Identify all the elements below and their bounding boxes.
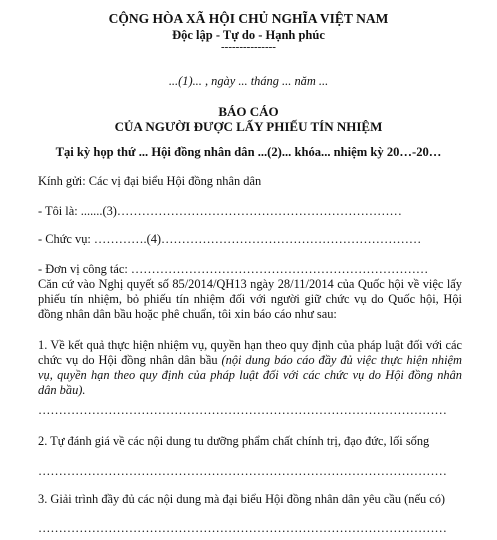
place-date: ...(1)... , ngày ... tháng ... năm ... (168, 74, 329, 88)
section-1-note: (nội dung báo cáo đầy đủ việc thực hiện nhiệm vụ, quyền hạn theo quy định của pháp luật đối với các chức vụ do Hội đồng nhân dân bầu). (38, 353, 462, 397)
report-subtitle: CỦA NGƯỜI ĐƯỢC LẤY PHIẾU TÍN NHIỆM (114, 119, 383, 134)
section-1 (38, 338, 462, 398)
section-3-dots: ……………………………………………………………………………………… (38, 521, 447, 535)
section-2: 2. Tự đánh giá về các nội dung tu dưỡng phẩm chất chính trị, đạo đức, lối sống (38, 434, 430, 448)
unit-field: - Đơn vị công tác: ……………………………………………………………… (38, 262, 429, 276)
salutation: Kính gửi: Các vị đại biểu Hội đồng nhân dân (38, 174, 262, 188)
section-1-dots: ……………………………………………………………………………………… (38, 403, 447, 417)
motto: Độc lập - Tự do - Hạnh phúc (172, 28, 325, 42)
position-field: - Chức vụ: ………….(4)……………………………………………………… (38, 232, 422, 246)
section-3: 3. Giải trình đầy đủ các nội dung mà đại biểu Hội đồng nhân dân yêu cầu (nếu có) (38, 492, 446, 506)
name-field: - Tôi là: .......(3)…………………………………………………………… (38, 204, 402, 218)
motto-underline: --------------- (221, 41, 276, 53)
intro-paragraph: Căn cứ vào Nghị quyết số 85/2014/QH13 ngày 28/11/2014 của Quốc hội về việc lấy phiếu tín nhiệm, bỏ phiếu tín nhiệm đối với người giữ chức vụ do Quốc hội, Hội đồng nhân dân bầu hoặc phê chuẩn, tôi xin báo cáo như sau: (38, 277, 462, 321)
session-line: Tại kỳ họp thứ ... Hội đồng nhân dân ...(2)... khóa... nhiệm kỳ 20…-20… (55, 145, 442, 159)
section-1-text: 1. Về kết quả thực hiện nhiệm vụ, quyền hạn theo quy định của pháp luật đối với các chức vụ do Hội đồng nhân dân bầu (38, 338, 462, 367)
report-title: BÁO CÁO (218, 104, 279, 119)
country-header: CỘNG HÒA XÃ HỘI CHỦ NGHĨA VIỆT NAM (108, 11, 389, 26)
section-2-dots: ……………………………………………………………………………………… (38, 464, 447, 478)
